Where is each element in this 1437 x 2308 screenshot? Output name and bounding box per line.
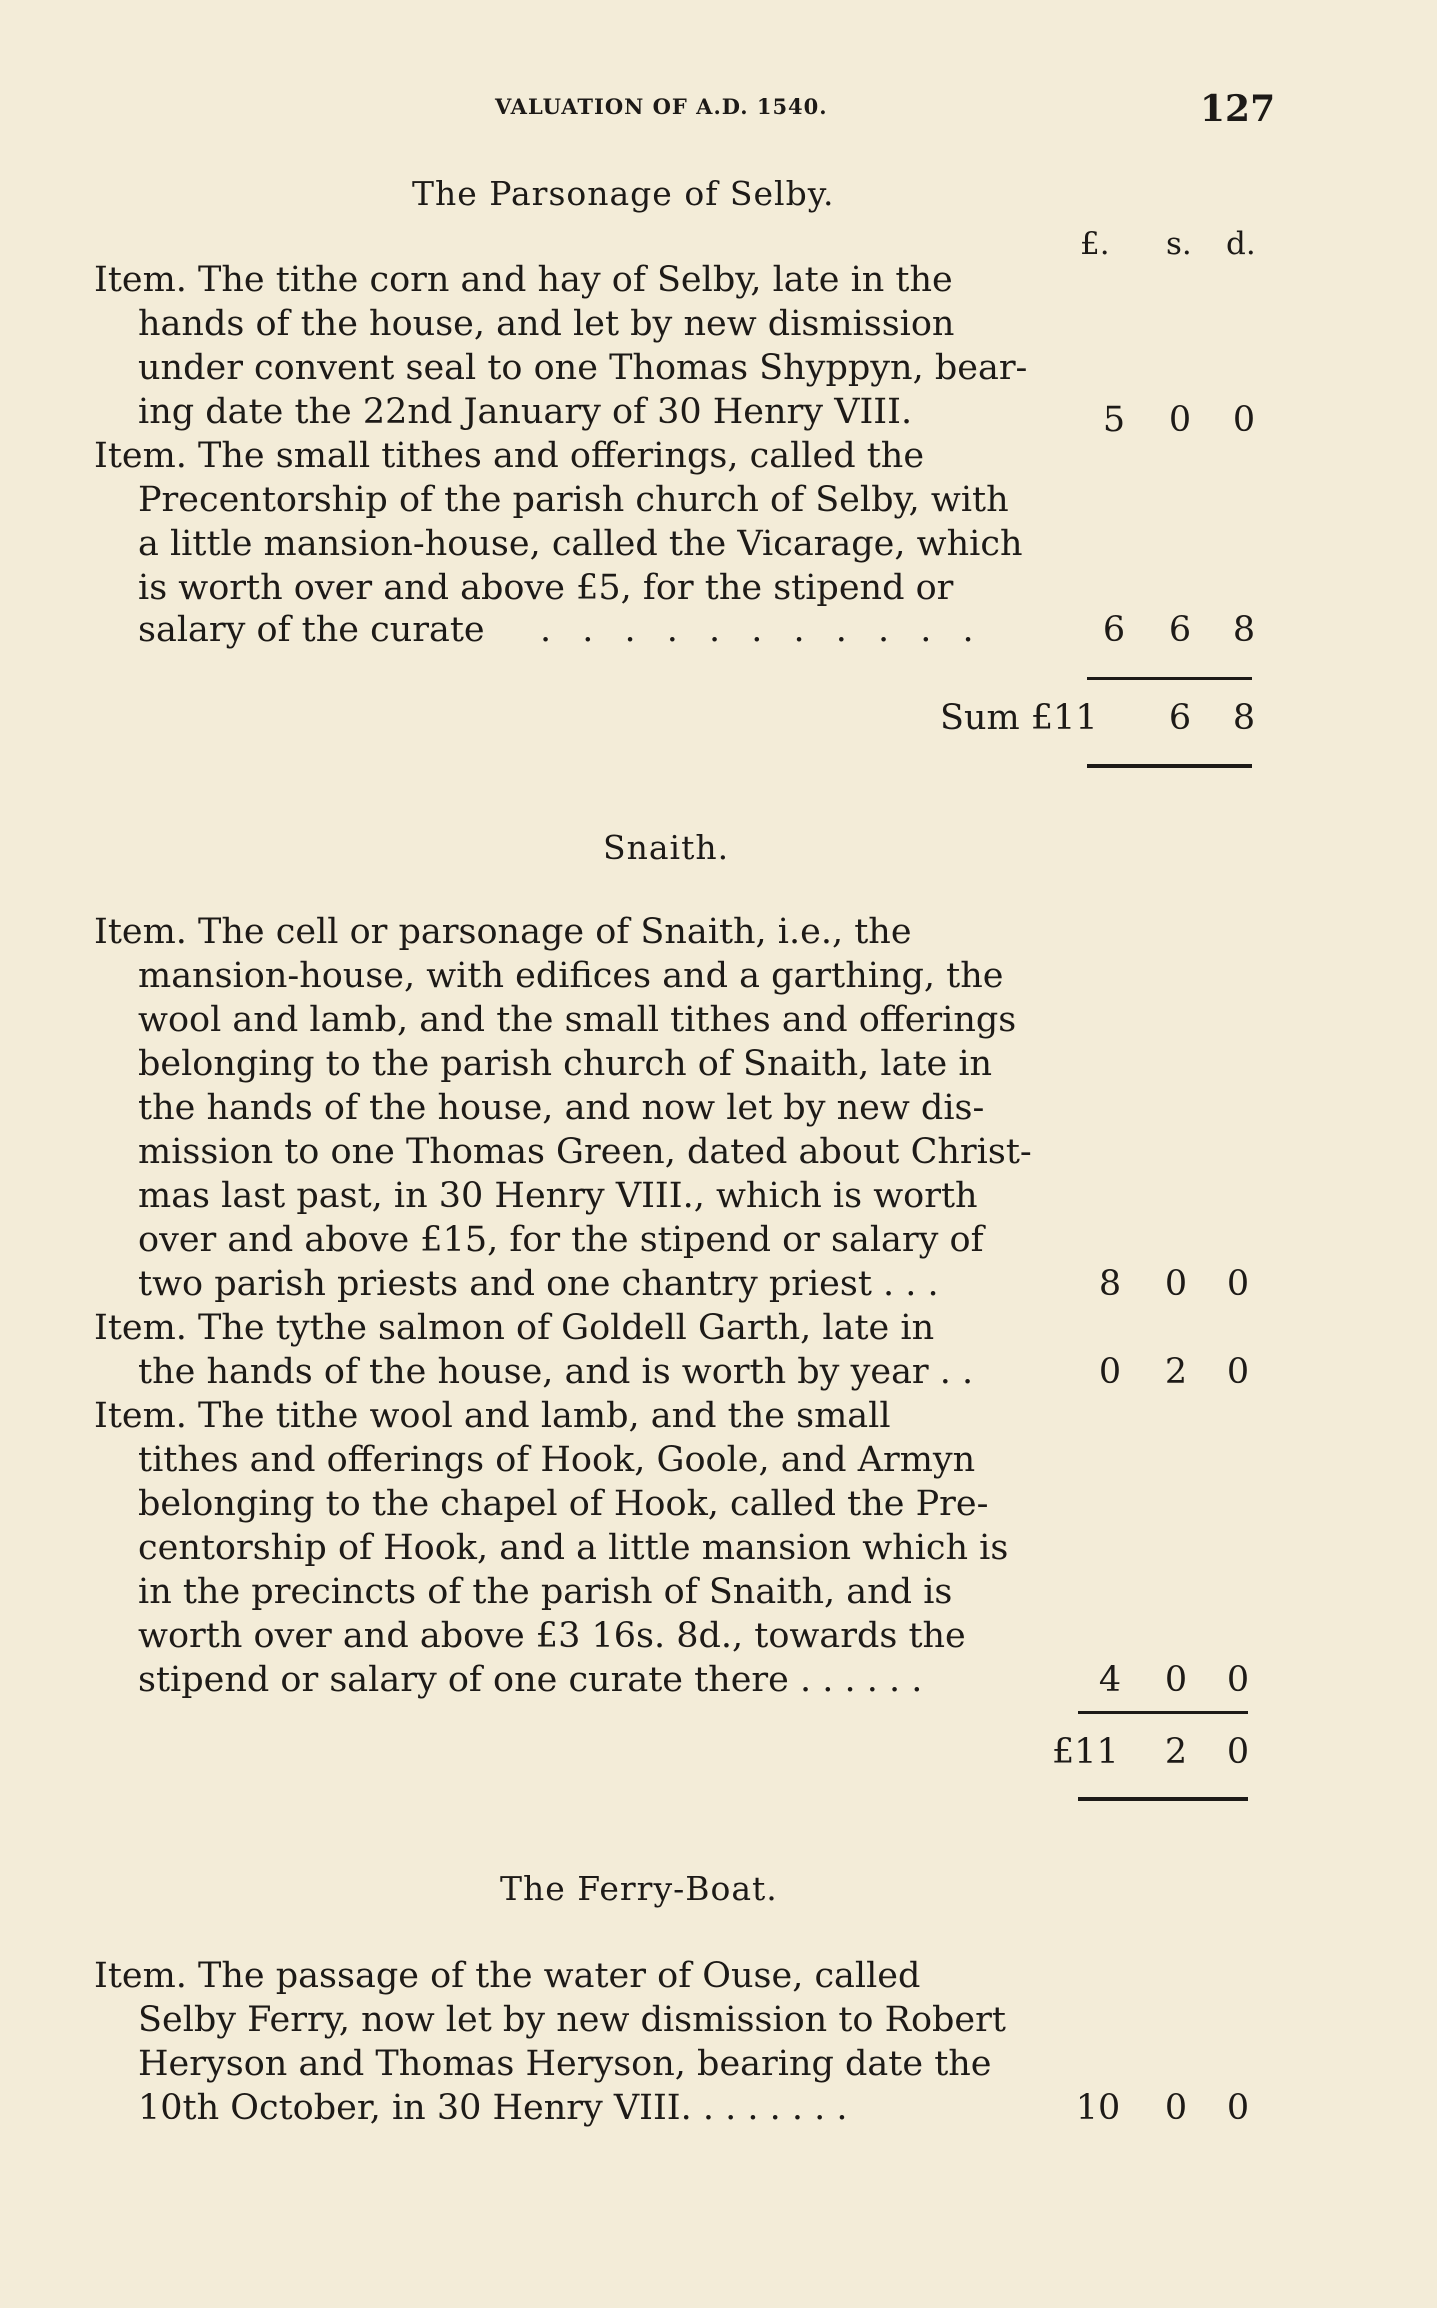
text-line: is worth over and above £5, for the stipend or <box>138 568 954 608</box>
amount-shillings: 0 <box>1168 400 1192 440</box>
text-line: Item. The passage of the water of Ouse, called <box>94 1956 921 1996</box>
text-line: Selby Ferry, now let by new dismission to Robert <box>138 2000 1006 2040</box>
amount-pence: 0 <box>1226 2088 1250 2128</box>
text-line: mission to one Thomas Green, dated about Christ- <box>138 1132 1032 1172</box>
text-line: Item. The tithe corn and hay of Selby, late in the <box>94 260 953 300</box>
amount-pence: 8 <box>1232 610 1256 650</box>
leader-dots: . . . . . . . . . . . <box>540 610 984 650</box>
sum-pence: 0 <box>1226 1732 1250 1772</box>
text-line: mas last past, in 30 Henry VIII., which is worth <box>138 1176 978 1216</box>
sum-label: Sum £11 <box>940 698 1098 738</box>
text-line: ing date the 22nd January of 30 Henry VIII. <box>138 392 913 432</box>
amount-pence: 0 <box>1232 400 1256 440</box>
text-line: the hands of the house, and is worth by year . . <box>138 1352 974 1392</box>
sum-label: £11 <box>1052 1732 1119 1772</box>
text-line: in the precincts of the parish of Snaith, and is <box>138 1572 953 1612</box>
amount-pounds: 5 <box>1102 400 1126 440</box>
amount-pounds: 8 <box>1098 1264 1122 1304</box>
text-line: Item. The small tithes and offerings, called the <box>94 436 925 476</box>
text-line: hands of the house, and let by new dismission <box>138 304 955 344</box>
text-line: Precentorship of the parish church of Selby, with <box>138 480 1009 520</box>
amount-pounds: 10 <box>1075 2088 1121 2128</box>
text-line: worth over and above £3 16s. 8d., towards the <box>138 1616 966 1656</box>
text-line: 10th October, in 30 Henry VIII. . . . . . . . <box>138 2088 848 2128</box>
sum-pence: 8 <box>1232 698 1256 738</box>
text-line: stipend or salary of one curate there . . . . . . <box>138 1660 923 1700</box>
text-line: tithes and offerings of Hook, Goole, and Armyn <box>138 1440 976 1480</box>
text-line: belonging to the chapel of Hook, called the Pre- <box>138 1484 989 1524</box>
amount-shillings: 2 <box>1164 1352 1188 1392</box>
text-line: wool and lamb, and the small tithes and offerings <box>138 1000 1017 1040</box>
text-line: Item. The cell or parsonage of Snaith, i.e., the <box>94 912 912 952</box>
amount-pence: 0 <box>1226 1264 1250 1304</box>
page-number: 127 <box>1200 88 1276 130</box>
amount-shillings: 0 <box>1164 2088 1188 2128</box>
running-header: VALUATION OF A.D. 1540. <box>495 94 828 119</box>
text-line: Heryson and Thomas Heryson, bearing date the <box>138 2044 992 2084</box>
amount-shillings: 6 <box>1168 610 1192 650</box>
section-title-snaith: Snaith. <box>603 828 730 867</box>
amount-pounds: 0 <box>1098 1352 1122 1392</box>
text-line: centorship of Hook, and a little mansion which is <box>138 1528 1009 1568</box>
sum-shillings: 2 <box>1164 1732 1188 1772</box>
double-rule <box>1087 764 1252 768</box>
amount-pounds: 4 <box>1098 1660 1122 1700</box>
text-line: two parish priests and one chantry priest . . . <box>138 1264 939 1304</box>
text-line: Item. The tythe salmon of Goldell Garth, late in <box>94 1308 935 1348</box>
amount-pounds: 6 <box>1102 610 1126 650</box>
sum-rule <box>1087 677 1252 680</box>
text-line: under convent seal to one Thomas Shyppyn, bear- <box>138 348 1028 388</box>
column-pounds: £. <box>1080 226 1110 262</box>
column-pence: d. <box>1226 226 1256 262</box>
section-title-selby: The Parsonage of Selby. <box>412 174 835 213</box>
text-line: mansion-house, with edifices and a garthing, the <box>138 956 1004 996</box>
text-line: a little mansion-house, called the Vicarage, which <box>138 524 1023 564</box>
amount-shillings: 0 <box>1164 1660 1188 1700</box>
text-line: salary of the curate <box>138 610 485 650</box>
text-line: the hands of the house, and now let by new dis- <box>138 1088 985 1128</box>
column-shillings: s. <box>1166 226 1192 262</box>
double-rule <box>1078 1797 1248 1801</box>
text-line: over and above £15, for the stipend or salary of <box>138 1220 984 1260</box>
amount-pence: 0 <box>1226 1660 1250 1700</box>
text-line: Item. The tithe wool and lamb, and the small <box>94 1396 891 1436</box>
amount-pence: 0 <box>1226 1352 1250 1392</box>
sum-rule <box>1078 1711 1248 1714</box>
text-line: belonging to the parish church of Snaith, late in <box>138 1044 993 1084</box>
sum-shillings: 6 <box>1168 698 1192 738</box>
section-title-ferry-boat: The Ferry-Boat. <box>500 1869 778 1908</box>
amount-shillings: 0 <box>1164 1264 1188 1304</box>
